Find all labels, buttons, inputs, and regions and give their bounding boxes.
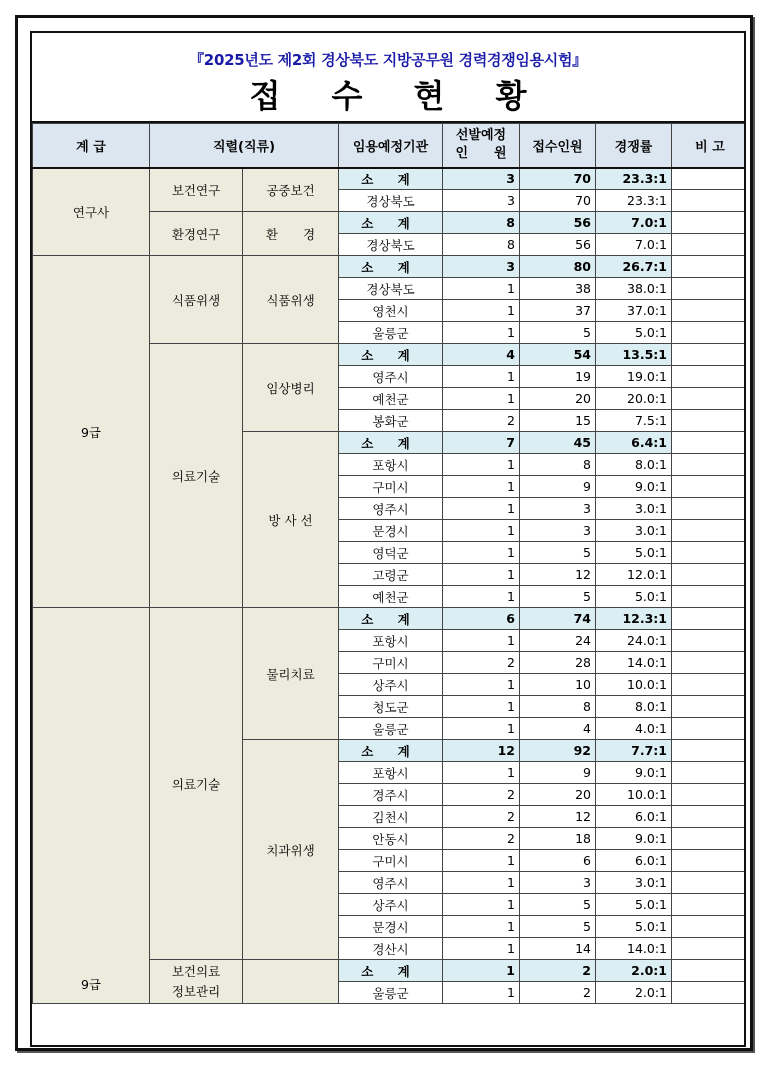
series-label-line: 보건의료	[171, 963, 221, 979]
col-series: 직렬(직류)	[150, 124, 339, 168]
agency-cell: 고령군	[339, 564, 443, 586]
agency-cell: 경상북도	[339, 190, 443, 212]
quota-cell: 1	[443, 916, 520, 938]
subtotal-row	[33, 168, 747, 190]
agency-cell: 구미시	[339, 652, 443, 674]
agency-cell: 포항시	[339, 454, 443, 476]
ratio-cell: 10.0:1	[596, 784, 672, 806]
agency-cell: 소 계	[339, 344, 443, 366]
note-cell	[672, 850, 747, 872]
ratio-cell: 5.0:1	[596, 586, 672, 608]
kind-cell: 물리치료	[243, 608, 339, 740]
note-cell	[672, 894, 747, 916]
series-cell: 의료기술	[150, 608, 243, 960]
note-cell	[672, 806, 747, 828]
agency-cell: 영덕군	[339, 542, 443, 564]
note-cell	[672, 674, 747, 696]
applicants-cell: 24	[520, 630, 596, 652]
ratio-cell: 14.0:1	[596, 938, 672, 960]
agency-cell: 봉화군	[339, 410, 443, 432]
applicants-cell: 14	[520, 938, 596, 960]
exam-subtitle: 『2025년도 제2회 경상북도 지방공무원 경력경쟁임용시험』	[189, 51, 587, 69]
quota-cell: 7	[443, 432, 520, 454]
series-cell: 환경연구	[150, 212, 243, 256]
quota-cell: 2	[443, 784, 520, 806]
agency-cell: 영주시	[339, 366, 443, 388]
ratio-cell: 20.0:1	[596, 388, 672, 410]
quota-cell: 1	[443, 674, 520, 696]
applicants-cell: 3	[520, 872, 596, 894]
agency-cell: 상주시	[339, 894, 443, 916]
note-cell	[672, 278, 747, 300]
applicants-cell: 37	[520, 300, 596, 322]
ratio-cell: 38.0:1	[596, 278, 672, 300]
quota-cell: 1	[443, 762, 520, 784]
quota-cell: 1	[443, 564, 520, 586]
ratio-cell: 5.0:1	[596, 894, 672, 916]
col-note: 비 고	[672, 124, 747, 168]
applicants-cell: 5	[520, 586, 596, 608]
kind-cell	[243, 960, 339, 1004]
quota-cell: 1	[443, 278, 520, 300]
note-cell	[672, 916, 747, 938]
quota-cell: 1	[443, 982, 520, 1004]
kind-cell: 공중보건	[243, 168, 339, 212]
agency-cell: 울릉군	[339, 982, 443, 1004]
ratio-cell: 26.7:1	[596, 256, 672, 278]
applicants-cell: 18	[520, 828, 596, 850]
col-grade: 계 급	[33, 124, 150, 168]
applicants-cell: 8	[520, 454, 596, 476]
note-cell	[672, 432, 747, 454]
note-cell	[672, 256, 747, 278]
note-cell	[672, 212, 747, 234]
quota-cell: 4	[443, 344, 520, 366]
applicants-cell: 2	[520, 982, 596, 1004]
agency-cell: 상주시	[339, 674, 443, 696]
applicants-cell: 5	[520, 916, 596, 938]
series-cell	[150, 960, 243, 1004]
applicants-cell: 28	[520, 652, 596, 674]
quota-cell: 1	[443, 872, 520, 894]
ratio-cell: 5.0:1	[596, 542, 672, 564]
quota-cell: 1	[443, 894, 520, 916]
applicants-cell: 5	[520, 542, 596, 564]
kind-cell: 식품위생	[243, 256, 339, 344]
ratio-cell: 5.0:1	[596, 916, 672, 938]
ratio-cell: 37.0:1	[596, 300, 672, 322]
quota-cell: 2	[443, 806, 520, 828]
applicants-cell: 6	[520, 850, 596, 872]
grade-cell: 연구사	[33, 168, 150, 256]
page-title: 접 수 현 황	[249, 77, 547, 115]
note-cell	[672, 168, 747, 190]
quota-cell: 3	[443, 190, 520, 212]
title-box	[32, 33, 744, 123]
applicants-cell: 3	[520, 498, 596, 520]
ratio-cell: 6.0:1	[596, 850, 672, 872]
series-cell: 보건연구	[150, 168, 243, 212]
note-cell	[672, 938, 747, 960]
agency-cell: 안동시	[339, 828, 443, 850]
applicants-cell: 4	[520, 718, 596, 740]
ratio-cell: 23.3:1	[596, 168, 672, 190]
note-cell	[672, 740, 747, 762]
quota-cell: 3	[443, 168, 520, 190]
ratio-cell: 9.0:1	[596, 828, 672, 850]
agency-cell: 영천시	[339, 300, 443, 322]
agency-cell: 영주시	[339, 872, 443, 894]
note-cell	[672, 586, 747, 608]
ratio-cell: 7.0:1	[596, 212, 672, 234]
quota-cell: 8	[443, 234, 520, 256]
quota-cell: 2	[443, 652, 520, 674]
ratio-cell: 19.0:1	[596, 366, 672, 388]
quota-cell: 1	[443, 960, 520, 982]
quota-cell: 1	[443, 476, 520, 498]
applicants-cell: 56	[520, 212, 596, 234]
agency-cell: 소 계	[339, 168, 443, 190]
table-header-row	[33, 124, 747, 168]
agency-cell: 예천군	[339, 586, 443, 608]
applicants-cell: 5	[520, 894, 596, 916]
applicants-cell: 54	[520, 344, 596, 366]
note-cell	[672, 520, 747, 542]
ratio-cell: 8.0:1	[596, 696, 672, 718]
quota-cell: 1	[443, 630, 520, 652]
kind-cell: 임상병리	[243, 344, 339, 432]
quota-cell: 2	[443, 410, 520, 432]
col-quota	[443, 124, 520, 168]
agency-cell: 경상북도	[339, 278, 443, 300]
quota-cell: 1	[443, 938, 520, 960]
note-cell	[672, 630, 747, 652]
note-cell	[672, 190, 747, 212]
note-cell	[672, 410, 747, 432]
agency-cell: 울릉군	[339, 718, 443, 740]
note-cell	[672, 982, 747, 1004]
applicants-cell: 5	[520, 322, 596, 344]
note-cell	[672, 498, 747, 520]
agency-cell: 소 계	[339, 256, 443, 278]
agency-cell: 소 계	[339, 960, 443, 982]
agency-cell: 소 계	[339, 740, 443, 762]
note-cell	[672, 784, 747, 806]
table-body	[33, 168, 747, 1004]
quota-cell: 1	[443, 454, 520, 476]
note-cell	[672, 366, 747, 388]
ratio-cell: 2.0:1	[596, 960, 672, 982]
applicants-cell: 45	[520, 432, 596, 454]
agency-cell: 김천시	[339, 806, 443, 828]
agency-cell: 예천군	[339, 388, 443, 410]
ratio-cell: 6.4:1	[596, 432, 672, 454]
quota-cell: 1	[443, 300, 520, 322]
note-cell	[672, 718, 747, 740]
agency-cell: 경산시	[339, 938, 443, 960]
ratio-cell: 5.0:1	[596, 322, 672, 344]
kind-cell: 환 경	[243, 212, 339, 256]
ratio-cell: 4.0:1	[596, 718, 672, 740]
note-cell	[672, 322, 747, 344]
quota-cell: 1	[443, 520, 520, 542]
note-cell	[672, 344, 747, 366]
quota-cell: 1	[443, 388, 520, 410]
note-cell	[672, 762, 747, 784]
applicants-cell: 20	[520, 388, 596, 410]
agency-cell: 경상북도	[339, 234, 443, 256]
ratio-cell: 7.5:1	[596, 410, 672, 432]
kind-cell: 방 사 선	[243, 432, 339, 608]
col-applicants: 접수인원	[520, 124, 596, 168]
agency-cell: 구미시	[339, 850, 443, 872]
ratio-cell: 3.0:1	[596, 498, 672, 520]
quota-cell: 1	[443, 498, 520, 520]
agency-cell: 영주시	[339, 498, 443, 520]
note-cell	[672, 564, 747, 586]
col-agency: 임용예정기관	[339, 124, 443, 168]
note-cell	[672, 960, 747, 982]
applicants-cell: 70	[520, 168, 596, 190]
quota-cell: 1	[443, 542, 520, 564]
applicants-cell: 9	[520, 762, 596, 784]
agency-cell: 소 계	[339, 608, 443, 630]
note-cell	[672, 652, 747, 674]
series-label-line: 정보관리	[171, 983, 221, 999]
note-cell	[672, 454, 747, 476]
note-cell	[672, 872, 747, 894]
quota-cell: 1	[443, 586, 520, 608]
note-cell	[672, 300, 747, 322]
subtotal-row	[33, 256, 747, 278]
applicants-cell: 2	[520, 960, 596, 982]
applicants-cell: 9	[520, 476, 596, 498]
ratio-cell: 2.0:1	[596, 982, 672, 1004]
applicants-cell: 38	[520, 278, 596, 300]
applicants-cell: 8	[520, 696, 596, 718]
agency-cell: 소 계	[339, 432, 443, 454]
ratio-cell: 24.0:1	[596, 630, 672, 652]
agency-cell: 청도군	[339, 696, 443, 718]
applicants-cell: 12	[520, 564, 596, 586]
quota-cell: 1	[443, 696, 520, 718]
ratio-cell: 14.0:1	[596, 652, 672, 674]
ratio-cell: 12.0:1	[596, 564, 672, 586]
ratio-cell: 6.0:1	[596, 806, 672, 828]
note-cell	[672, 542, 747, 564]
applicants-cell: 12	[520, 806, 596, 828]
note-cell	[672, 388, 747, 410]
series-cell: 식품위생	[150, 256, 243, 344]
applicants-cell: 74	[520, 608, 596, 630]
ratio-cell: 9.0:1	[596, 762, 672, 784]
ratio-cell: 23.3:1	[596, 190, 672, 212]
kind-cell: 치과위생	[243, 740, 339, 960]
quota-cell: 6	[443, 608, 520, 630]
agency-cell: 소 계	[339, 212, 443, 234]
note-cell	[672, 476, 747, 498]
ratio-cell: 8.0:1	[596, 454, 672, 476]
applicants-cell: 15	[520, 410, 596, 432]
grade-cell: 9급	[33, 256, 150, 608]
note-cell	[672, 696, 747, 718]
quota-cell: 8	[443, 212, 520, 234]
agency-cell: 포항시	[339, 630, 443, 652]
quota-cell: 1	[443, 322, 520, 344]
col-quota-line1: 선발예정	[455, 128, 507, 144]
note-cell	[672, 234, 747, 256]
applicants-cell: 10	[520, 674, 596, 696]
series-cell: 의료기술	[150, 344, 243, 608]
col-ratio: 경쟁률	[596, 124, 672, 168]
quota-cell: 3	[443, 256, 520, 278]
applicants-cell: 80	[520, 256, 596, 278]
ratio-cell: 12.3:1	[596, 608, 672, 630]
document-body	[30, 31, 746, 1047]
quota-cell: 1	[443, 366, 520, 388]
applicants-cell: 19	[520, 366, 596, 388]
agency-cell: 울릉군	[339, 322, 443, 344]
quota-cell: 1	[443, 850, 520, 872]
agency-cell: 문경시	[339, 520, 443, 542]
agency-cell: 포항시	[339, 762, 443, 784]
agency-cell: 문경시	[339, 916, 443, 938]
application-status-table	[32, 123, 746, 1004]
subtotal-row	[33, 608, 747, 630]
col-quota-line2: 인 원	[455, 146, 507, 162]
applicants-cell: 70	[520, 190, 596, 212]
applicants-cell: 20	[520, 784, 596, 806]
applicants-cell: 92	[520, 740, 596, 762]
quota-cell: 12	[443, 740, 520, 762]
agency-cell: 구미시	[339, 476, 443, 498]
note-cell	[672, 828, 747, 850]
ratio-cell: 10.0:1	[596, 674, 672, 696]
applicants-cell: 56	[520, 234, 596, 256]
document-frame	[15, 15, 753, 1051]
ratio-cell: 9.0:1	[596, 476, 672, 498]
ratio-cell: 7.0:1	[596, 234, 672, 256]
grade-cell: 9급	[33, 608, 150, 1004]
quota-cell: 2	[443, 828, 520, 850]
ratio-cell: 7.7:1	[596, 740, 672, 762]
ratio-cell: 3.0:1	[596, 872, 672, 894]
ratio-cell: 3.0:1	[596, 520, 672, 542]
quota-cell: 1	[443, 718, 520, 740]
agency-cell: 경주시	[339, 784, 443, 806]
applicants-cell: 3	[520, 520, 596, 542]
note-cell	[672, 608, 747, 630]
ratio-cell: 13.5:1	[596, 344, 672, 366]
